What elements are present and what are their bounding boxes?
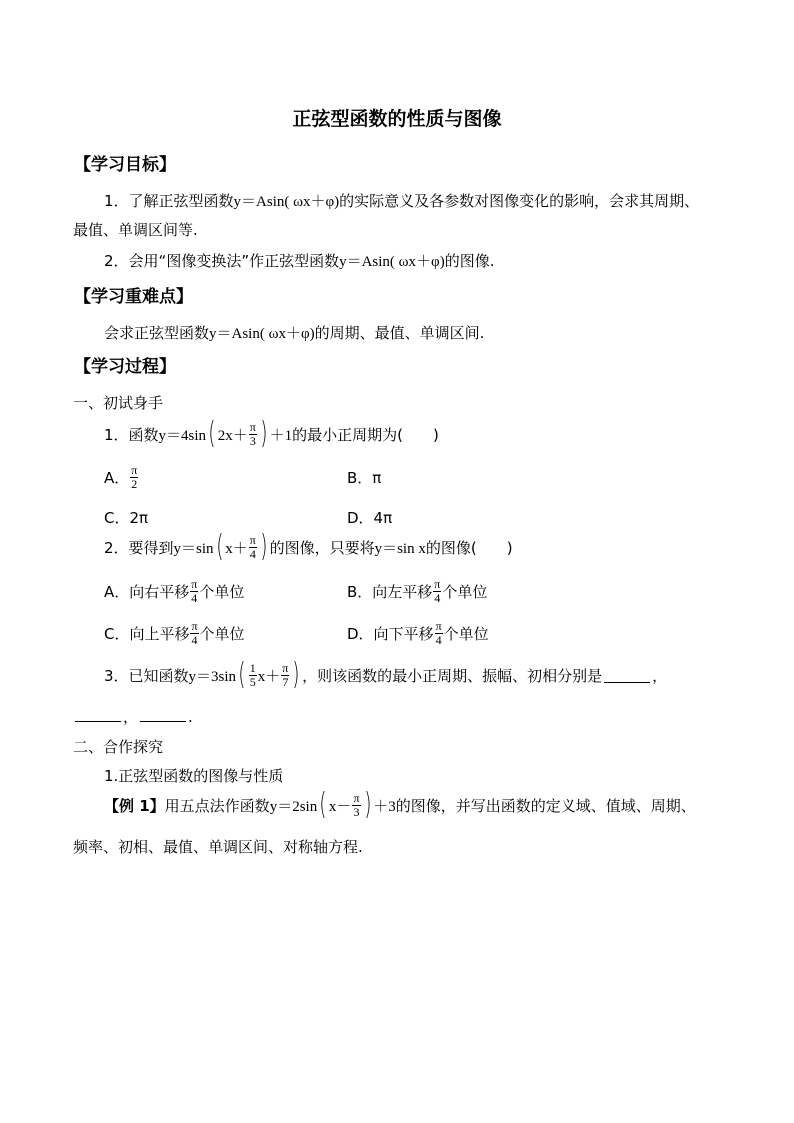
- fraction: [249, 534, 257, 560]
- goal-item-2-text: 2．会用“图像变换法”作正弦型函数: [104, 252, 340, 270]
- question-2-formula-head: y＝sin: [173, 540, 214, 557]
- q1-option-b: B．π: [347, 469, 382, 487]
- goal-item-1-text-2: 的实际意义及各参数对图像变化的影响，会求其周期、: [339, 192, 700, 210]
- fraction-numerator: π: [131, 462, 138, 477]
- right-paren: ): [260, 529, 268, 564]
- fraction-denominator: 2: [131, 476, 138, 491]
- example-1-inner: x－: [328, 798, 352, 815]
- key-points-heading: 【学习重难点】: [74, 287, 193, 307]
- fraction: [433, 578, 441, 604]
- right-paren: ): [363, 787, 371, 822]
- separator: ，: [652, 666, 668, 685]
- fraction: [435, 620, 443, 646]
- fraction-numerator: π: [191, 576, 198, 591]
- key-points-text: [104, 322, 484, 343]
- period: .: [188, 708, 193, 726]
- fraction-denominator: 3: [249, 433, 256, 448]
- goal-item-1-text: 1．了解正弦型函数: [104, 192, 234, 210]
- question-2-formula-2: y＝sin x: [374, 540, 426, 557]
- option-text: D．向下平移: [347, 624, 434, 643]
- fraction-denominator: 4: [434, 590, 441, 605]
- fraction-numerator: π: [435, 618, 442, 633]
- fraction-denominator: 4: [191, 632, 198, 647]
- question-2: [104, 527, 513, 567]
- goal-item-1: [104, 190, 699, 211]
- goals-heading: 【学习目标】: [74, 155, 176, 175]
- key-points-formula: y＝Asin( ωx＋φ): [209, 326, 315, 342]
- fraction-numerator: 1: [249, 660, 256, 675]
- option-unit: 个单位: [199, 624, 245, 643]
- fraction: [249, 421, 257, 447]
- example-label: 【例 1】: [104, 796, 165, 815]
- page-title: 正弦型函数的性质与图像: [292, 108, 502, 130]
- fraction-denominator: 4: [249, 546, 256, 561]
- question-3-suffix: ，则该函数的最小正周期、振幅、初相分别是: [302, 666, 603, 685]
- question-1-suffix: 的最小正周期为( ): [292, 425, 439, 444]
- fraction: [190, 578, 198, 604]
- separator: ，: [123, 708, 139, 726]
- question-1-prefix: 1．函数: [104, 425, 159, 444]
- left-paren: (: [238, 657, 246, 692]
- q1-option-a: [104, 457, 139, 497]
- question-3-prefix: 3．已知函数: [104, 666, 189, 685]
- fraction-numerator: π: [434, 576, 441, 591]
- example-1-line2: 频率、初相、最值、单调区间、对称轴方程.: [73, 838, 363, 856]
- fraction-numerator: π: [353, 790, 360, 805]
- fraction: [352, 792, 360, 818]
- question-3-line2: [73, 706, 193, 727]
- fraction-denominator: 5: [249, 674, 256, 689]
- right-paren: ): [260, 416, 268, 451]
- q2-option-a: [104, 572, 244, 610]
- answer-blank[interactable]: [75, 707, 121, 722]
- question-2-middle: 的图像，只要将: [269, 538, 375, 557]
- fraction: [249, 662, 257, 688]
- option-unit: 个单位: [199, 582, 245, 601]
- fraction: [190, 620, 198, 646]
- example-1: [104, 785, 696, 825]
- left-paren: (: [319, 787, 327, 822]
- question-2-prefix: 2．要得到: [104, 538, 174, 557]
- fraction-numerator: π: [191, 618, 198, 633]
- subsection-1: 1.正弦型函数的图像与性质: [104, 767, 284, 785]
- fraction-denominator: 4: [435, 632, 442, 647]
- question-3-x: x＋: [257, 668, 281, 685]
- key-points-text-1: 会求正弦型函数: [104, 324, 210, 342]
- goal-item-2-text-2: 的图像.: [444, 252, 495, 270]
- question-1-formula-head: y＝4sin: [158, 427, 207, 444]
- option-unit: 个单位: [443, 624, 489, 643]
- answer-blank[interactable]: [140, 707, 186, 722]
- example-1-formula-tail: ＋3: [373, 798, 396, 815]
- q1-option-d: D．4π: [347, 509, 393, 527]
- option-unit: 个单位: [442, 582, 488, 601]
- left-paren: (: [208, 416, 216, 451]
- fraction-numerator: π: [249, 419, 256, 434]
- question-3-formula-head: y＝3sin: [188, 668, 237, 685]
- fraction-numerator: π: [282, 660, 289, 675]
- goal-item-2: [104, 250, 494, 271]
- left-paren: (: [215, 529, 223, 564]
- question-2-inner: x＋: [225, 540, 248, 557]
- option-text: B．向左平移: [347, 582, 433, 601]
- example-1-suffix: 的图像，并写出函数的定义域、值域、周期、: [395, 796, 696, 815]
- question-2-suffix: 的图像( ): [425, 538, 513, 557]
- q2-option-b: [347, 572, 487, 610]
- fraction-denominator: 3: [353, 804, 360, 819]
- goal-item-1-formula: y＝Asin( ωx＋φ): [233, 194, 340, 210]
- fraction-numerator: π: [249, 532, 256, 547]
- example-1-formula-head: y＝2sin: [269, 798, 318, 815]
- goal-item-1-line2: 最值、单调区间等.: [73, 221, 198, 239]
- option-text: C．向上平移: [104, 624, 190, 643]
- answer-blank[interactable]: [604, 668, 650, 683]
- question-1-formula-tail: ＋1: [269, 427, 293, 444]
- right-paren: ): [292, 657, 300, 692]
- option-label: A．: [104, 468, 130, 487]
- question-1: [104, 414, 439, 454]
- part2-heading: 二、合作探究: [73, 738, 164, 756]
- part1-heading: 一、初试身手: [73, 394, 164, 412]
- fraction-denominator: 4: [191, 590, 198, 605]
- process-heading: 【学习过程】: [74, 357, 176, 377]
- question-3: [104, 655, 667, 695]
- question-1-inner: 2x＋: [217, 427, 248, 444]
- fraction-denominator: 7: [282, 674, 289, 689]
- option-text: A．向右平移: [104, 582, 190, 601]
- key-points-text-2: 的周期、最值、单调区间.: [314, 324, 485, 342]
- example-1-prefix: 用五点法作函数: [164, 796, 270, 815]
- fraction: [281, 662, 289, 688]
- goal-item-2-formula: y＝Asin( ωx＋φ): [339, 254, 445, 270]
- q2-option-d: [347, 614, 489, 652]
- q2-option-c: [104, 614, 245, 652]
- fraction: [130, 464, 138, 490]
- q1-option-c: C．2π: [104, 509, 149, 527]
